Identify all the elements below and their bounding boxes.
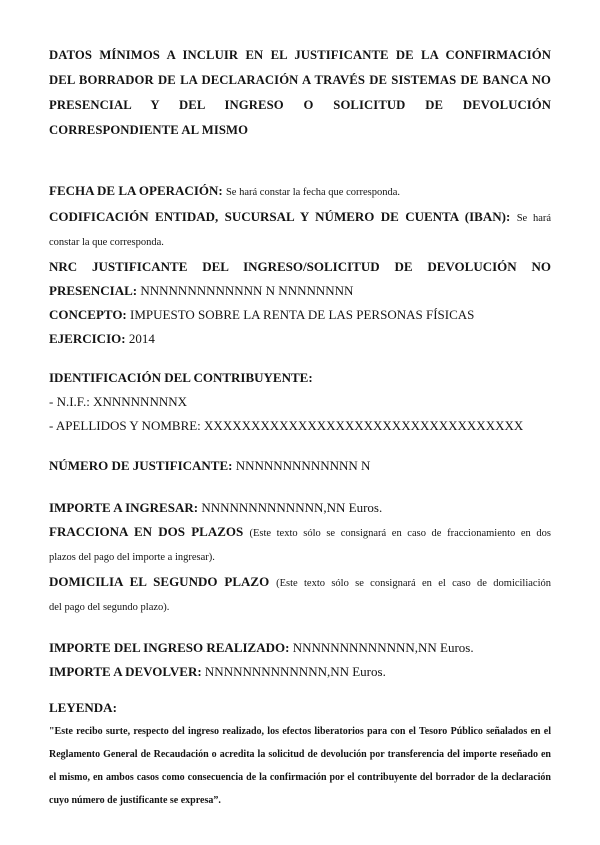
leyenda-line-1: "Este recibo surte, respecto del ingreso realizado, los efectos liberatorios para con el Tesoro Público señalados en el [49,726,551,737]
nrc-value: NNNNNNNNNNNNN N NNNNNNNN [140,283,354,298]
ejercicio-value: 2014 [128,331,155,346]
codificacion-iban-note-start: Se hará [516,213,552,224]
heading-identificacion: IDENTIFICACIÓN DEL CONTRIBUYENTE: [49,370,313,385]
apellidos-nombre-value: XXXXXXXXXXXXXXXXXXXXXXXXXXXXXXXXXX [204,418,524,433]
leyenda-line-3: el mismo, en ambos casos como consecuencia de la confirmación por el contribuyente del borrador de la declaración [49,772,551,783]
title-line-1: DATOS MÍNIMOS A INCLUIR EN EL JUSTIFICANTE DE LA CONFIRMACIÓN [49,48,551,62]
fracciona-label: FRACCIONA EN DOS PLAZOS [49,524,244,539]
field-nrc-line2 [49,279,551,303]
field-fecha-operacion [49,179,551,205]
document-title [49,43,551,143]
field-domicilia-line1 [49,570,551,596]
title-line-4: CORRESPONDIENTE AL MISMO [49,123,249,137]
fracciona-note-start: (Este texto sólo se consignará en caso de fraccionamiento en dos [249,528,551,539]
field-ejercicio [49,327,551,351]
importe-devolver-label: IMPORTE A DEVOLVER: [49,664,202,679]
nif-label: - N.I.F.: [49,394,90,409]
concepto-value: IMPUESTO SOBRE LA RENTA DE LAS PERSONAS FÍSICAS [130,307,475,322]
leyenda-line-2: Reglamento General de Recaudación o acredita la solicitud de devolución por transferencia del importe reseñado en [49,749,551,760]
section-importes-ingreso [49,496,551,620]
domicilia-label: DOMICILIA EL SEGUNDO PLAZO [49,574,270,589]
importe-ingreso-realizado-label: IMPORTE DEL INGRESO REALIZADO: [49,640,290,655]
field-concepto [49,303,551,327]
section-leyenda [49,696,551,812]
importe-devolver-value: NNNNNNNNNNNNN,NN Euros. [204,664,386,679]
section-operation-data [49,179,551,351]
importe-ingresar-value: NNNNNNNNNNNNN,NN Euros. [201,500,383,515]
importe-ingreso-realizado-value: NNNNNNNNNNNNN,NN Euros. [292,640,474,655]
field-importe-devolver [49,660,551,684]
concepto-label: CONCEPTO: [49,307,127,322]
field-apellidos-nombre [49,414,551,438]
section-numero-justificante [49,454,551,478]
title-line-3: PRESENCIAL Y DEL INGRESO O SOLICITUD DE DEVOLUCIÓN [49,98,551,112]
section-identificacion [49,366,551,438]
fecha-operacion-note: Se hará constar la fecha que corresponda. [225,187,401,198]
field-importe-ingresar [49,496,551,520]
field-codificacion-iban-line2: constar la que corresponda. [49,237,164,248]
field-numero-justificante [49,454,551,478]
codificacion-iban-label: CODIFICACIÓN ENTIDAD, SUCURSAL Y NÚMERO DE CUENTA (IBAN): [49,209,511,224]
field-importe-ingreso-realizado [49,636,551,660]
heading-leyenda: LEYENDA: [49,700,117,715]
nif-value: XNNNNNNNNX [93,394,187,409]
domicilia-note-start: (Este texto sólo se consignará en el caso de domiciliación [276,578,552,589]
nrc-label-end: PRESENCIAL: [49,283,138,298]
leyenda-line-4: cuyo número de justificante se expresa”. [49,795,221,806]
field-fracciona-line2: plazos del pago del importe a ingresar). [49,552,215,563]
title-line-2: DEL BORRADOR DE LA DECLARACIÓN A TRAVÉS DE SISTEMAS DE BANCA NO [49,73,551,87]
field-fracciona-line1 [49,520,551,546]
apellidos-nombre-label: - APELLIDOS Y NOMBRE: [49,418,201,433]
field-nrc-line1: NRC JUSTIFICANTE DEL INGRESO/SOLICITUD DE DEVOLUCIÓN NO [49,259,551,274]
field-domicilia-line2: del pago del segundo plazo). [49,602,170,613]
field-nif [49,390,551,414]
section-importes-resultado [49,636,551,684]
fecha-operacion-label: FECHA DE LA OPERACIÓN: [49,183,223,198]
numero-justificante-value: NNNNNNNNNNNNN N [235,458,371,473]
ejercicio-label: EJERCICIO: [49,331,126,346]
field-codificacion-iban-line1 [49,205,551,231]
numero-justificante-label: NÚMERO DE JUSTIFICANTE: [49,458,233,473]
importe-ingresar-label: IMPORTE A INGRESAR: [49,500,199,515]
